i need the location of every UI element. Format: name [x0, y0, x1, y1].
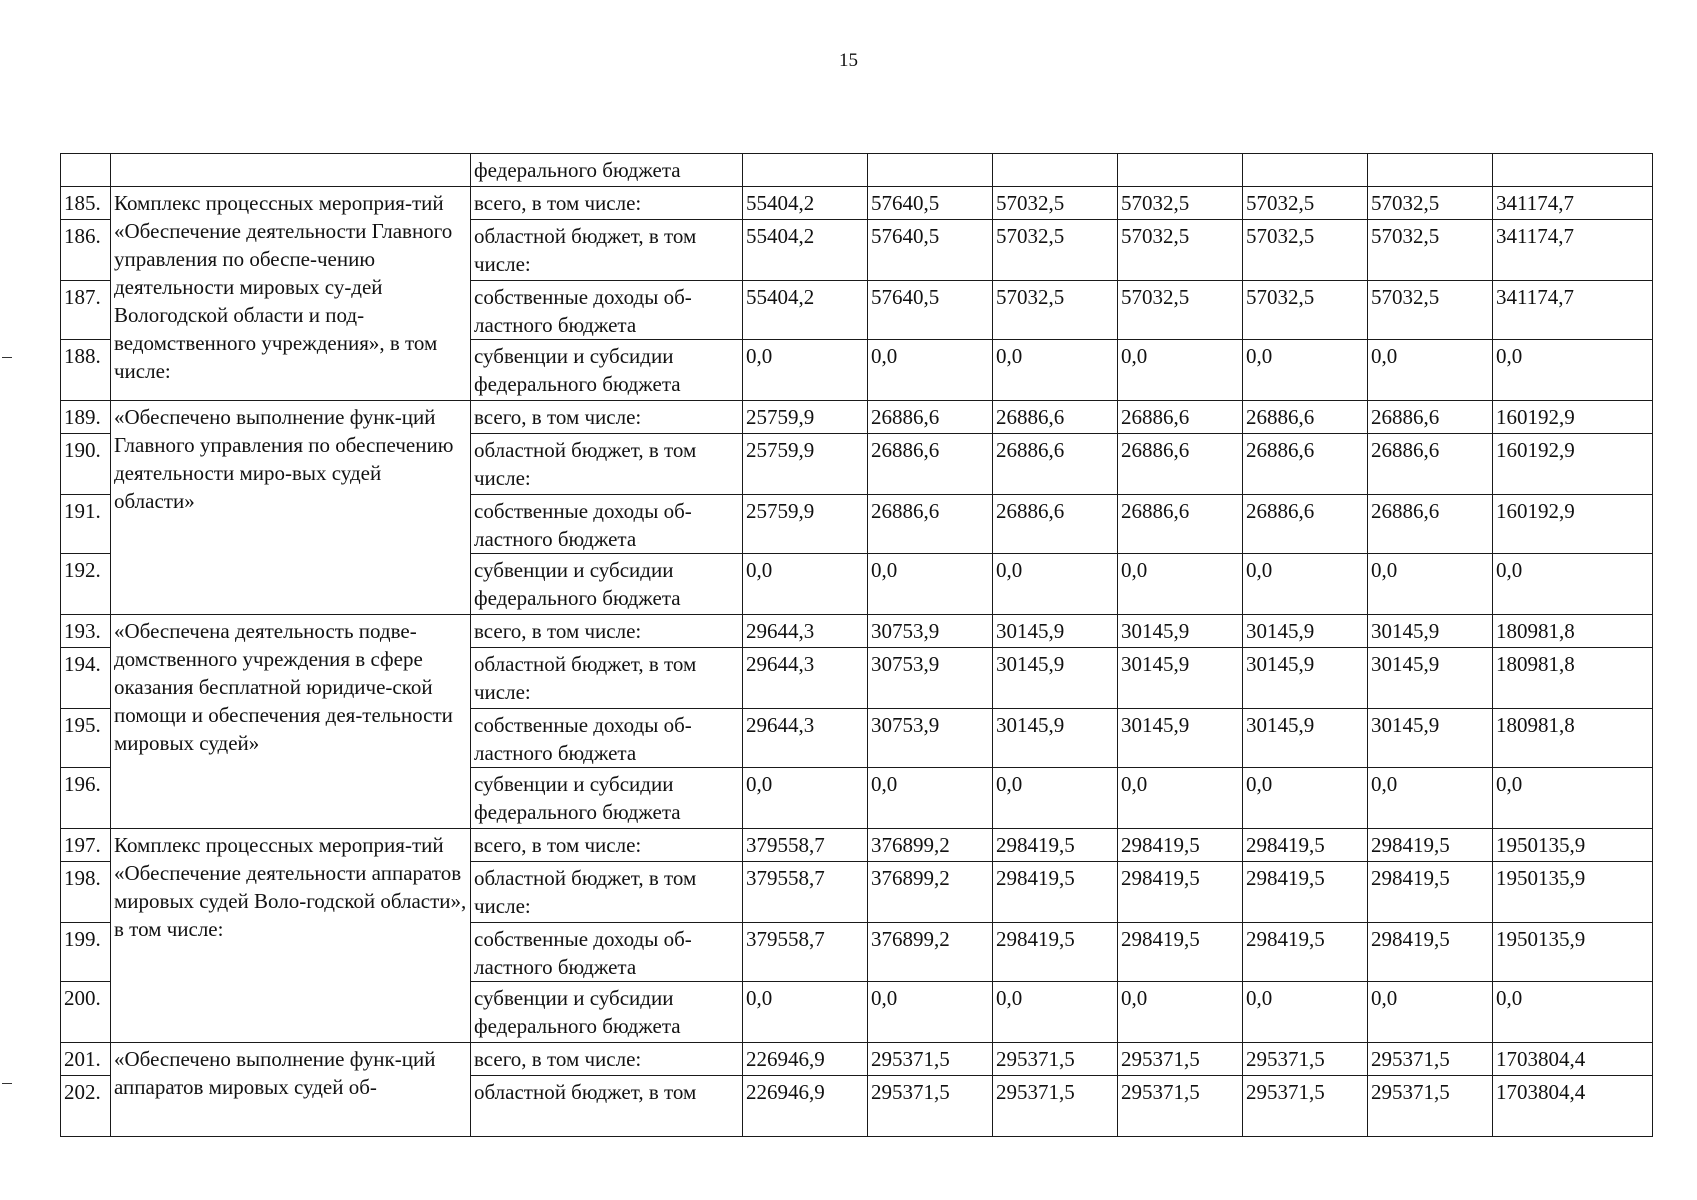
funding-source-cell: областной бюджет, в том числе:: [471, 648, 743, 709]
value-cell: 0,0: [1118, 982, 1243, 1043]
row-number-cell: 202.: [61, 1076, 111, 1137]
value-cell: 25759,9: [743, 401, 868, 434]
total-cell: 1950135,9: [1493, 829, 1653, 862]
total-cell: 341174,7: [1493, 281, 1653, 340]
table-row: [61, 187, 1653, 220]
value-cell: 29644,3: [743, 648, 868, 709]
value-cell: 298419,5: [1118, 862, 1243, 923]
total-cell: 180981,8: [1493, 709, 1653, 768]
total-cell: 0,0: [1493, 768, 1653, 829]
value-cell: 57032,5: [1118, 281, 1243, 340]
row-number-cell: 186.: [61, 220, 111, 281]
value-cell: [1368, 154, 1493, 187]
value-cell: 57032,5: [1368, 187, 1493, 220]
table-row: [61, 1043, 1653, 1076]
value-cell: 57032,5: [993, 281, 1118, 340]
measure-name-cell: Комплекс процессных мероприя-тий «Обеспечение деятельности Главного управления по обеспе-чению деятельности мировых су-дей Вологодской области и под-ведомственного учреждения», в том числе:: [111, 187, 471, 401]
value-cell: 295371,5: [1368, 1076, 1493, 1137]
value-cell: 26886,6: [1368, 434, 1493, 495]
value-cell: 0,0: [743, 768, 868, 829]
value-cell: 376899,2: [868, 923, 993, 982]
value-cell: 379558,7: [743, 829, 868, 862]
value-cell: 0,0: [1368, 554, 1493, 615]
value-cell: 379558,7: [743, 923, 868, 982]
value-cell: 26886,6: [1368, 401, 1493, 434]
value-cell: 379558,7: [743, 862, 868, 923]
funding-source-cell: всего, в том числе:: [471, 615, 743, 648]
value-cell: 298419,5: [993, 829, 1118, 862]
total-cell: 180981,8: [1493, 648, 1653, 709]
value-cell: 26886,6: [1243, 401, 1368, 434]
funding-source-cell: собственные доходы об-ластного бюджета: [471, 495, 743, 554]
value-cell: 57640,5: [868, 187, 993, 220]
value-cell: 30145,9: [993, 648, 1118, 709]
value-cell: 0,0: [868, 982, 993, 1043]
value-cell: 57032,5: [993, 187, 1118, 220]
row-number-cell: 201.: [61, 1043, 111, 1076]
value-cell: [868, 154, 993, 187]
funding-source-cell: собственные доходы об-ластного бюджета: [471, 709, 743, 768]
funding-source-cell: всего, в том числе:: [471, 1043, 743, 1076]
value-cell: 0,0: [1118, 340, 1243, 401]
value-cell: 0,0: [1368, 340, 1493, 401]
value-cell: 376899,2: [868, 862, 993, 923]
total-cell: 160192,9: [1493, 495, 1653, 554]
value-cell: 0,0: [993, 340, 1118, 401]
measure-name-cell: «Обеспечено выполнение функ-ций аппаратов мировых судей об-: [111, 1043, 471, 1137]
funding-source-cell: областной бюджет, в том числе:: [471, 862, 743, 923]
value-cell: 0,0: [1243, 340, 1368, 401]
value-cell: 0,0: [993, 768, 1118, 829]
page-number: 15: [839, 50, 858, 71]
total-cell: 341174,7: [1493, 187, 1653, 220]
total-cell: 180981,8: [1493, 615, 1653, 648]
table-row: [61, 615, 1653, 648]
value-cell: 226946,9: [743, 1043, 868, 1076]
measure-name-cell: «Обеспечено выполнение функ-ций Главного управления по обеспечению деятельности миро-вых судей области»: [111, 401, 471, 615]
value-cell: 295371,5: [993, 1076, 1118, 1137]
funding-source-cell: всего, в том числе:: [471, 401, 743, 434]
table-row: [61, 829, 1653, 862]
value-cell: 226946,9: [743, 1076, 868, 1137]
value-cell: 26886,6: [868, 401, 993, 434]
funding-source-cell: областной бюджет, в том числе:: [471, 434, 743, 495]
funding-source-cell: областной бюджет, в том числе:: [471, 220, 743, 281]
value-cell: 298419,5: [1368, 829, 1493, 862]
value-cell: [1243, 154, 1368, 187]
row-number-cell: 187.: [61, 281, 111, 340]
row-number-cell: 192.: [61, 554, 111, 615]
budget-table: [60, 153, 1653, 1137]
value-cell: 57640,5: [868, 281, 993, 340]
table-row: [61, 154, 1653, 187]
funding-source-cell: областной бюджет, в том: [471, 1076, 743, 1137]
value-cell: 55404,2: [743, 281, 868, 340]
funding-source-cell: субвенции и субсидии федерального бюджета: [471, 982, 743, 1043]
row-number-cell: 185.: [61, 187, 111, 220]
value-cell: 26886,6: [993, 434, 1118, 495]
value-cell: 298419,5: [993, 862, 1118, 923]
value-cell: 57032,5: [1243, 187, 1368, 220]
value-cell: 298419,5: [1243, 862, 1368, 923]
measure-name-cell: «Обеспечена деятельность подве-домственного учреждения в сфере оказания бесплатной юридиче-ской помощи и обеспечения дея-тельности мировых судей»: [111, 615, 471, 829]
row-number-cell: 191.: [61, 495, 111, 554]
total-cell: 0,0: [1493, 340, 1653, 401]
value-cell: 0,0: [1118, 768, 1243, 829]
row-number-cell: 188.: [61, 340, 111, 401]
total-cell: 0,0: [1493, 982, 1653, 1043]
value-cell: 30145,9: [1243, 615, 1368, 648]
value-cell: 298419,5: [1368, 862, 1493, 923]
total-cell: 160192,9: [1493, 434, 1653, 495]
value-cell: 30145,9: [1118, 648, 1243, 709]
row-number-cell: 196.: [61, 768, 111, 829]
value-cell: 30145,9: [1243, 709, 1368, 768]
value-cell: 0,0: [1243, 768, 1368, 829]
total-cell: 1950135,9: [1493, 862, 1653, 923]
row-number-cell: 193.: [61, 615, 111, 648]
value-cell: 0,0: [993, 554, 1118, 615]
value-cell: 55404,2: [743, 187, 868, 220]
row-number-cell: 194.: [61, 648, 111, 709]
value-cell: 30145,9: [1118, 709, 1243, 768]
value-cell: 57640,5: [868, 220, 993, 281]
row-number-cell: [61, 154, 111, 187]
value-cell: 29644,3: [743, 615, 868, 648]
value-cell: 295371,5: [1243, 1043, 1368, 1076]
value-cell: 298419,5: [1243, 923, 1368, 982]
value-cell: 298419,5: [1243, 829, 1368, 862]
value-cell: 298419,5: [1368, 923, 1493, 982]
value-cell: 25759,9: [743, 495, 868, 554]
value-cell: 57032,5: [1243, 220, 1368, 281]
value-cell: 0,0: [743, 340, 868, 401]
value-cell: 26886,6: [1368, 495, 1493, 554]
funding-source-cell: субвенции и субсидии федерального бюджета: [471, 554, 743, 615]
value-cell: 0,0: [868, 554, 993, 615]
value-cell: 0,0: [1243, 982, 1368, 1043]
funding-source-cell: всего, в том числе:: [471, 187, 743, 220]
value-cell: 30145,9: [1368, 648, 1493, 709]
total-cell: 341174,7: [1493, 220, 1653, 281]
value-cell: 0,0: [1368, 768, 1493, 829]
value-cell: 298419,5: [993, 923, 1118, 982]
value-cell: 298419,5: [1118, 829, 1243, 862]
funding-source-cell: собственные доходы об-ластного бюджета: [471, 923, 743, 982]
row-number-cell: 190.: [61, 434, 111, 495]
value-cell: 0,0: [743, 554, 868, 615]
value-cell: 25759,9: [743, 434, 868, 495]
table-row: [61, 401, 1653, 434]
value-cell: 57032,5: [1118, 187, 1243, 220]
total-cell: [1493, 154, 1653, 187]
value-cell: 295371,5: [1368, 1043, 1493, 1076]
total-cell: 1703804,4: [1493, 1043, 1653, 1076]
total-cell: 160192,9: [1493, 401, 1653, 434]
value-cell: 26886,6: [868, 434, 993, 495]
row-number-cell: 195.: [61, 709, 111, 768]
value-cell: 295371,5: [1118, 1043, 1243, 1076]
value-cell: 26886,6: [1118, 434, 1243, 495]
value-cell: 26886,6: [1243, 434, 1368, 495]
margin-mark: [2, 357, 12, 358]
value-cell: 57032,5: [1243, 281, 1368, 340]
value-cell: 57032,5: [1368, 220, 1493, 281]
value-cell: 26886,6: [1118, 401, 1243, 434]
value-cell: [1118, 154, 1243, 187]
row-number-cell: 198.: [61, 862, 111, 923]
total-cell: 1703804,4: [1493, 1076, 1653, 1137]
value-cell: 26886,6: [1243, 495, 1368, 554]
value-cell: 0,0: [868, 340, 993, 401]
value-cell: 30145,9: [993, 615, 1118, 648]
funding-source-cell: федерального бюджета: [471, 154, 743, 187]
margin-mark: [2, 1083, 12, 1084]
total-cell: 0,0: [1493, 554, 1653, 615]
row-number-cell: 200.: [61, 982, 111, 1043]
value-cell: 295371,5: [868, 1076, 993, 1137]
value-cell: 26886,6: [993, 495, 1118, 554]
value-cell: 0,0: [1118, 554, 1243, 615]
value-cell: 26886,6: [1118, 495, 1243, 554]
row-number-cell: 189.: [61, 401, 111, 434]
value-cell: 376899,2: [868, 829, 993, 862]
value-cell: 55404,2: [743, 220, 868, 281]
row-number-cell: 199.: [61, 923, 111, 982]
value-cell: 0,0: [1368, 982, 1493, 1043]
funding-source-cell: собственные доходы об-ластного бюджета: [471, 281, 743, 340]
value-cell: 26886,6: [993, 401, 1118, 434]
value-cell: 57032,5: [993, 220, 1118, 281]
value-cell: 30145,9: [1243, 648, 1368, 709]
funding-source-cell: субвенции и субсидии федерального бюджета: [471, 768, 743, 829]
value-cell: 295371,5: [993, 1043, 1118, 1076]
value-cell: 30753,9: [868, 615, 993, 648]
total-cell: 1950135,9: [1493, 923, 1653, 982]
value-cell: 295371,5: [1243, 1076, 1368, 1137]
value-cell: 30145,9: [993, 709, 1118, 768]
value-cell: 30145,9: [1368, 709, 1493, 768]
value-cell: 57032,5: [1118, 220, 1243, 281]
value-cell: 295371,5: [868, 1043, 993, 1076]
value-cell: 30753,9: [868, 709, 993, 768]
value-cell: 30753,9: [868, 648, 993, 709]
value-cell: 295371,5: [1118, 1076, 1243, 1137]
value-cell: 0,0: [743, 982, 868, 1043]
value-cell: 26886,6: [868, 495, 993, 554]
value-cell: 57032,5: [1368, 281, 1493, 340]
value-cell: 30145,9: [1368, 615, 1493, 648]
measure-name-cell: [111, 154, 471, 187]
value-cell: 30145,9: [1118, 615, 1243, 648]
funding-source-cell: всего, в том числе:: [471, 829, 743, 862]
row-number-cell: 197.: [61, 829, 111, 862]
value-cell: [743, 154, 868, 187]
value-cell: 0,0: [1243, 554, 1368, 615]
value-cell: 29644,3: [743, 709, 868, 768]
value-cell: [993, 154, 1118, 187]
value-cell: 0,0: [868, 768, 993, 829]
funding-source-cell: субвенции и субсидии федерального бюджета: [471, 340, 743, 401]
measure-name-cell: Комплекс процессных мероприя-тий «Обеспечение деятельности аппаратов мировых судей Воло-годской области», в том числе:: [111, 829, 471, 1043]
value-cell: 298419,5: [1118, 923, 1243, 982]
value-cell: 0,0: [993, 982, 1118, 1043]
